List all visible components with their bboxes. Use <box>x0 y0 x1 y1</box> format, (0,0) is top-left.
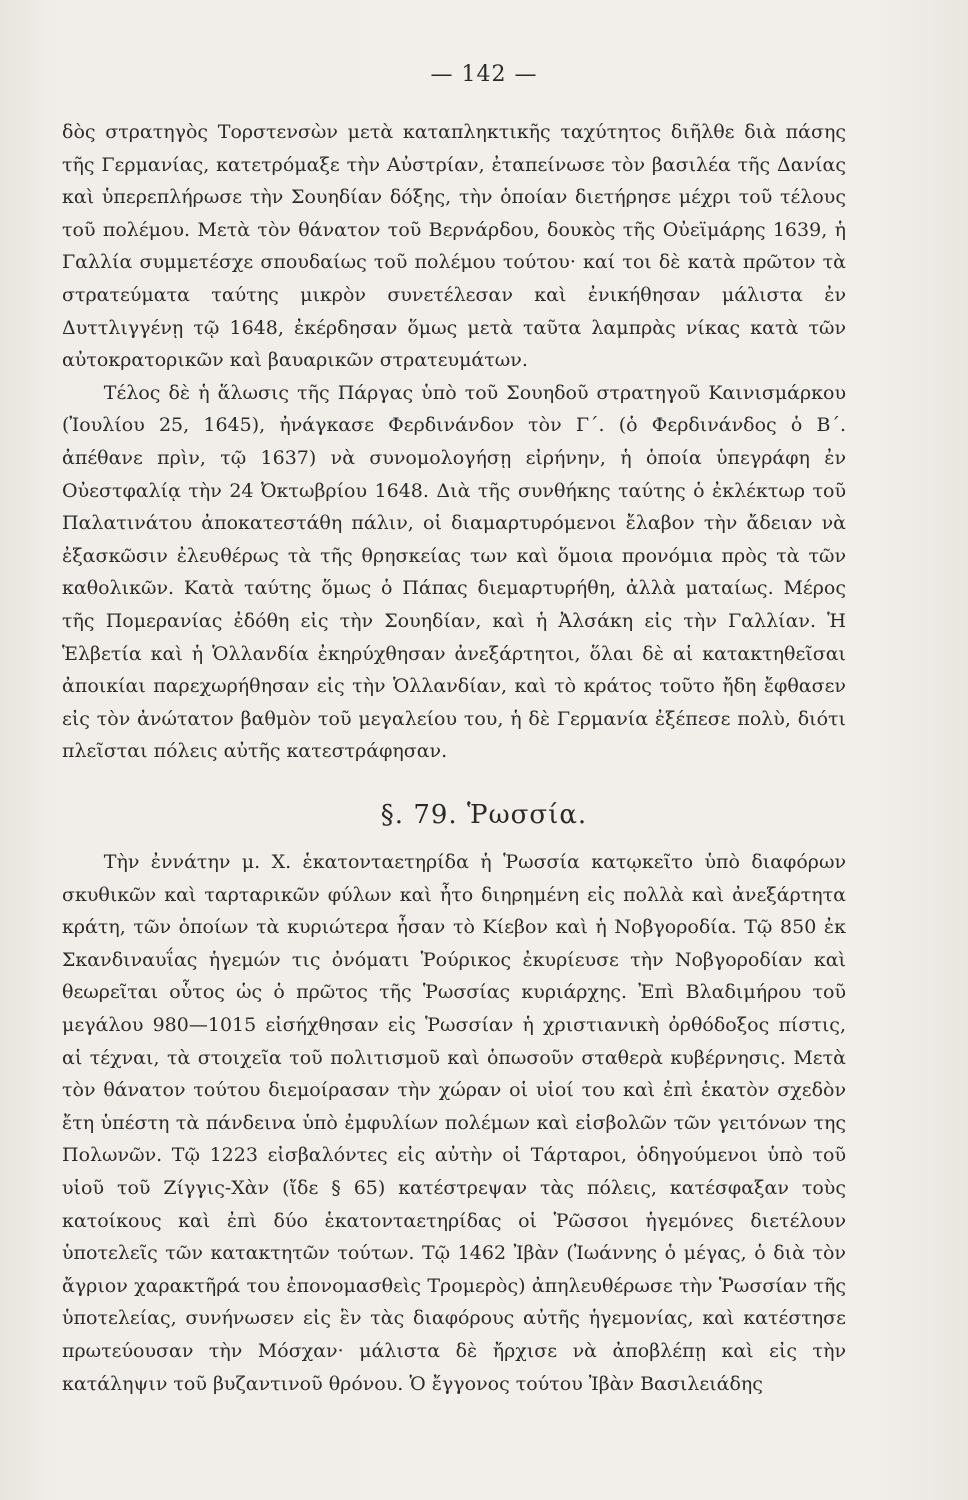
paragraph: Τὴν ἐννάτην μ. Χ. ἑκατονταετηρίδα ἡ Ῥωσσία κατῳκεῖτο ὑπὸ διαφόρων σκυθικῶν καὶ ταρταρικῶν φύλων καὶ ἦτο διηρημένη εἰς πολλὰ καὶ ἀνεξάρτητα κράτη, τῶν ὁποίων τὰ κυριώτερα ἦσαν τὸ Κίεβον καὶ ἡ Νοβγοροδία. Τῷ 850 ἐκ Σκανδιναυΐας ἡγεμών τις ὀνόματι Ῥούρικος ἐκυρίευσε τὴν Νοβγοροδίαν καὶ θεωρεῖται οὗτος ὡς ὁ πρῶτος τῆς Ῥωσσίας κυριάρχης. Ἐπὶ Βλαδιμήρου τοῦ μεγάλου 980—1015 εἰσήχθησαν εἰς Ῥωσσίαν ἡ χριστιανικὴ ὀρθόδοξος πίστις, αἱ τέχναι, τὰ στοιχεῖα τοῦ πολιτισμοῦ καὶ ὁπωσοῦν σταθερὰ κυβέρνησις. Μετὰ τὸν θάνατον τούτου διεμοίρασαν τὴν χώραν οἱ υἱοί του καὶ ἐπὶ ἑκατὸν σχεδὸν ἔτη ὑπέστη τὰ πάνδεινα ὑπὸ ἐμφυλίων πολέμων καὶ εἰσβολῶν τῶν γειτόνων της Πολωνῶν. Τῷ 1223 εἰσβαλόντες εἰς αὐτὴν οἱ Τάρταροι, ὁδηγούμενοι ὑπὸ τοῦ υἱοῦ τοῦ Ζίγγις-Χὰν (ἴδε § 65) κατέστρεψαν τὰς πόλεις, κατέσφαξαν τοὺς κατοίκους καὶ ἐπὶ δύο ἑκατονταετηρίδας οἱ Ῥῶσσοι ἡγεμόνες διετέλουν ὑποτελεῖς τῶν κατακτητῶν τούτων. Τῷ 1462 Ἰβὰν (Ἰωάννης ὁ μέγας, ὁ διὰ τὸν ἄγριον χαρακτῆρά του ἐπονομασθεὶς Τρομερὸς) ἀπηλευθέρωσε τὴν Ῥωσσίαν τῆς ὑποτελείας, συνήνωσεν εἰς ἓν τὰς διαφόρους αὐτῆς ἡγεμονίας, καὶ κατέστησε πρωτεύουσαν τὴν Μόσχαν· μάλιστα δὲ ἤρχισε νὰ ἀποβλέπῃ καὶ εἰς τὴν κατάληψιν τοῦ βυζαντινοῦ θρόνου. Ὁ ἔγγονος τούτου Ἰβὰν Βασιλειάδης <box>62 851 846 1395</box>
paragraph: Τέλος δὲ ἡ ἅλωσις τῆς Πάργας ὑπὸ τοῦ Σουηδοῦ στρατηγοῦ Καινισμάρκου (Ἰουλίου 25, 1645), ἠνάγκασε Φερδινάνδον τὸν Γ΄. (ὁ Φερδινάνδος ὁ Β΄. ἀπέθανε πρὶν, τῷ 1637) νὰ συνομολογήσῃ εἰρήνην, ἡ ὁποία ὑπεγράφη ἐν Οὐεστφαλίᾳ τὴν 24 Ὀκτωβρίου 1648. Διὰ τῆς συνθήκης ταύτης ὁ ἐκλέκτωρ τοῦ Παλατινάτου ἀποκατεστάθη πάλιν, οἱ διαμαρτυρόμενοι ἔλαβον τὴν ἄδειαν νὰ ἐξασκῶσιν ἐλευθέρως τὰ τῆς θρησκείας των καὶ ὅμοια προνόμια πρὸς τὰ τῶν καθολικῶν. Κατὰ ταύτης ὅμως ὁ Πάπας διεμαρτυρήθη, ἀλλὰ ματαίως. Μέρος τῆς Πομερανίας ἐδόθη εἰς τὴν Σουηδίαν, καὶ ἡ Ἀλσάκη εἰς τὴν Γαλλίαν. Ἡ Ἑλβετία καὶ ἡ Ὁλλανδία ἐκηρύχθησαν ἀνεξάρτητοι, ὅλαι δὲ αἱ κατακτηθεῖσαι ἀποικίαι παρεχωρήθησαν εἰς τὴν Ὁλλανδίαν, καὶ τὸ κράτος τοῦτο ἤδη ἔφθασεν εἰς τὸν ἀνώτατον βαθμὸν τοῦ μεγαλείου του, ἡ δὲ Γερμανία ἐξέπεσε πολὺ, διότι πλεῖσται πόλεις αὐτῆς κατεστράφησαν. <box>62 381 846 763</box>
section-heading: §. 79. Ῥωσσία. <box>380 800 588 830</box>
text-block-after-section <box>62 846 846 1400</box>
page-number: — 142 — <box>430 62 538 87</box>
text-block-before-section <box>62 116 846 768</box>
paragraph: δὸς στρατηγὸς Τορστενσὼν μετὰ καταπληκτικῆς ταχύτητος διῆλθε διὰ πάσης τῆς Γερμανίας, κατετρόμαξε τὴν Αὐστρίαν, ἐταπείνωσε τὸν βασιλέα τῆς Δανίας καὶ ὑπερεπλήρωσε τὴν Σουηδίαν δόξης, τὴν ὁποίαν διετήρησε μέχρι τοῦ τέλους τοῦ πολέμου. Μετὰ τὸν θάνατον τοῦ Βερνάρδου, δουκὸς τῆς Οὐεϊμάρης 1639, ἡ Γαλλία συμμετέσχε σπουδαίως τοῦ πολέμου τούτου· καί τοι δὲ κατὰ πρῶτον τὰ στρατεύματα ταύτης μικρὸν συνετέλεσαν καὶ ἐνικήθησαν μάλιστα ἐν Δυττλιγγένῃ τῷ 1648, ἐκέρδησαν ὅμως μετὰ ταῦτα λαμπρὰς νίκας κατὰ τῶν αὐτοκρατορικῶν καὶ βαυαρικῶν στρατευμάτων. <box>62 121 846 372</box>
